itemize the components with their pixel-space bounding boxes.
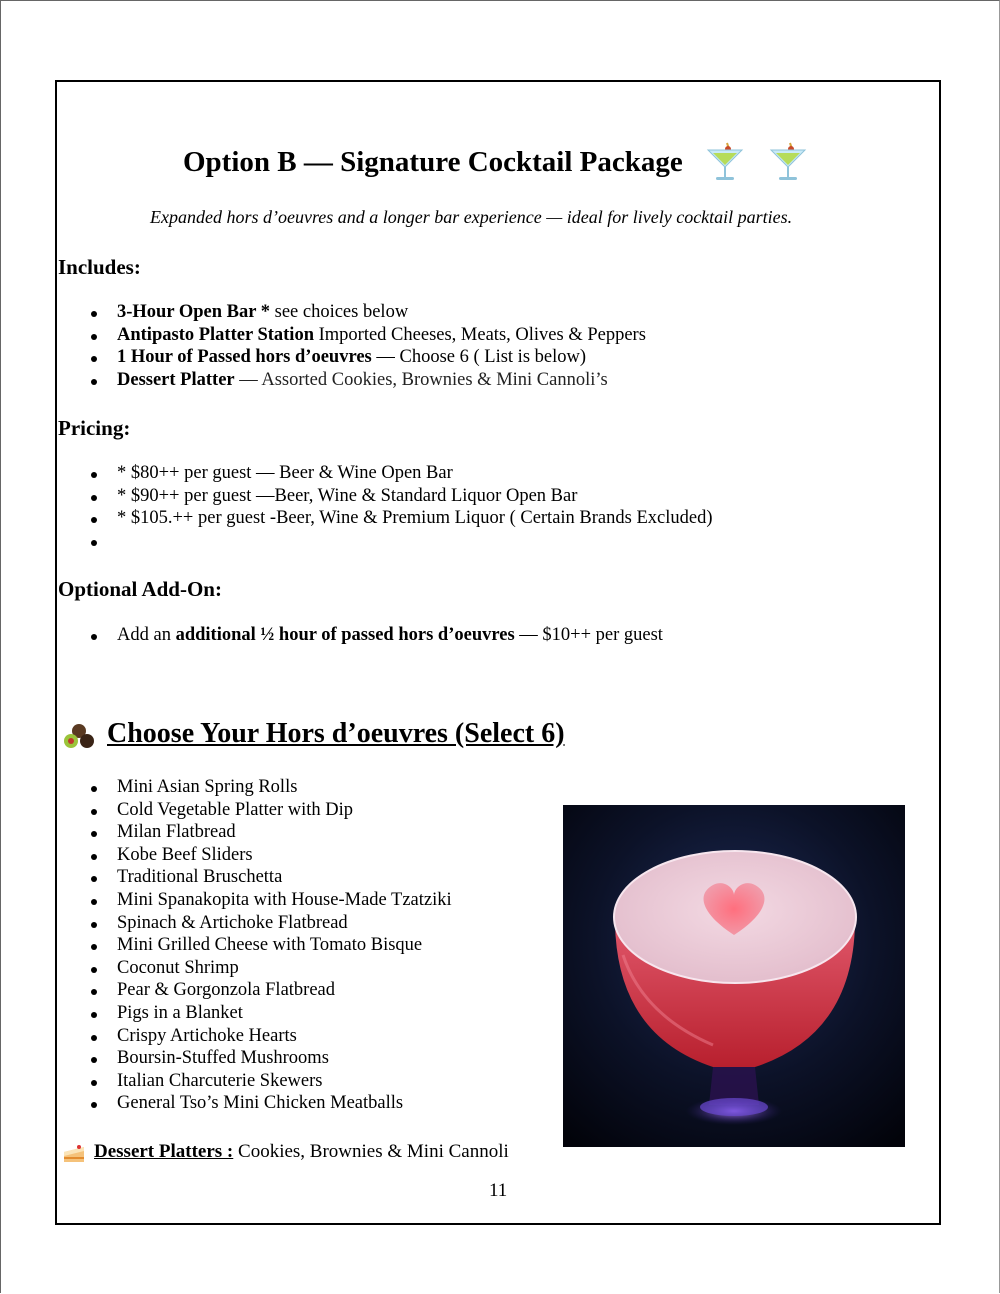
martini-glass-icon xyxy=(705,140,745,182)
subtitle xyxy=(150,207,792,228)
list-item: Italian Charcuterie Skewers xyxy=(58,1070,452,1093)
list-item: 1 Hour of Passed hors d’oeuvres — Choose 6 ( List is below) xyxy=(58,346,646,369)
addon-heading: Optional Add-On: xyxy=(58,577,222,601)
list-item: Antipasto Platter Station Imported Cheeses, Meats, Olives & Peppers xyxy=(58,324,646,347)
list-item: Kobe Beef Sliders xyxy=(58,844,452,867)
dessert-line xyxy=(94,1141,509,1163)
pricing-heading: Pricing: xyxy=(58,416,131,440)
cake-slice-icon xyxy=(62,1143,86,1165)
list-item: Milan Flatbread xyxy=(58,821,452,844)
list-item: Mini Asian Spring Rolls xyxy=(58,776,452,799)
list-item: Spinach & Artichoke Flatbread xyxy=(58,912,452,935)
list-item: Boursin-Stuffed Mushrooms xyxy=(58,1047,452,1070)
list-item: Cold Vegetable Platter with Dip xyxy=(58,799,452,822)
hors-doeuvres-list xyxy=(58,776,452,1115)
choose-heading: Choose Your Hors d’oeuvres (Select 6) xyxy=(107,718,565,749)
list-item: Pear & Gorgonzola Flatbread xyxy=(58,979,452,1002)
dessert-label: Dessert Platters : xyxy=(94,1141,234,1162)
list-item: Traditional Bruschetta xyxy=(58,866,452,889)
includes-heading: Includes: xyxy=(58,255,141,279)
list-item xyxy=(58,530,713,553)
addon-list xyxy=(58,624,663,647)
includes-list xyxy=(58,301,646,391)
list-item: Coconut Shrimp xyxy=(58,957,452,980)
list-item: Pigs in a Blanket xyxy=(58,1002,452,1025)
list-item: * $105.++ per guest -Beer, Wine & Premium Liquor ( Certain Brands Excluded) xyxy=(58,507,713,530)
list-item: Mini Spanakopita with House-Made Tzatziki xyxy=(58,889,452,912)
olives-icon xyxy=(62,722,96,750)
list-item: Add an additional ½ hour of passed hors d’oeuvres — $10++ per guest xyxy=(58,624,663,647)
list-item: Dessert Platter — Assorted Cookies, Brownies & Mini Cannoli’s xyxy=(58,369,646,392)
dessert-text: Cookies, Brownies & Mini Cannoli xyxy=(233,1141,509,1162)
pricing-list xyxy=(58,462,713,552)
list-item: * $80++ per guest — Beer & Wine Open Bar xyxy=(58,462,713,485)
list-item: General Tso’s Mini Chicken Meatballs xyxy=(58,1092,452,1115)
list-item: Mini Grilled Cheese with Tomato Bisque xyxy=(58,934,452,957)
page-title: Option B — Signature Cocktail Package xyxy=(183,146,683,178)
subtitle-part2: ideal for lively cocktail parties. xyxy=(566,207,793,227)
cocktail-photo xyxy=(563,805,905,1147)
list-item: * $90++ per guest —Beer, Wine & Standard Liquor Open Bar xyxy=(58,485,713,508)
martini-glass-icon xyxy=(768,140,808,182)
list-item: Crispy Artichoke Hearts xyxy=(58,1025,452,1048)
subtitle-part1: Expanded hors d’oeuvres and a longer bar experience — xyxy=(150,207,567,227)
page-number: 11 xyxy=(489,1180,508,1201)
list-item: 3-Hour Open Bar * see choices below xyxy=(58,301,646,324)
